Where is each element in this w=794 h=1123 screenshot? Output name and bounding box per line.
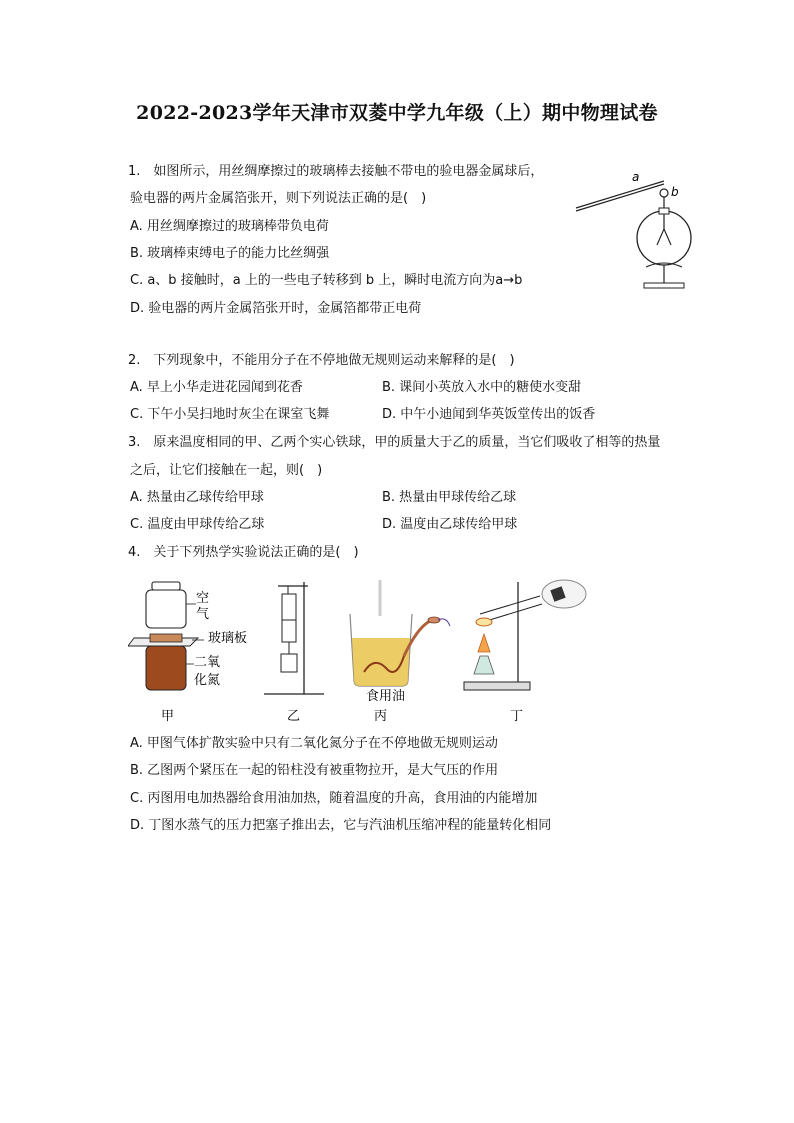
- figure-yi: [264, 582, 324, 724]
- q1-option-c: C. a、b 接触时，a 上的一些电子转移到 b 上，瞬时电流方向为a→b: [130, 273, 523, 288]
- electroscope-figure: [568, 163, 698, 295]
- q2-option-b: B. 课间小英放入水中的糖使水变甜: [382, 380, 582, 395]
- q3-option-a: A. 热量由乙球传给甲球: [130, 490, 264, 505]
- q3-stem-line2: 之后，让它们接触在一起，则( ): [130, 463, 323, 478]
- page-title: 2022-2023学年天津市双菱中学九年级（上）期中物理试卷: [136, 102, 658, 124]
- label-bing: 丙: [374, 709, 388, 724]
- q2-option-d: D. 中午小迪闻到华英饭堂传出的饭香: [382, 407, 596, 422]
- label-a: a: [632, 170, 640, 184]
- label-cooking-oil: 食用油: [366, 689, 406, 704]
- q4-option-a: A. 甲图气体扩散实验中只有二氧化氮分子在不停地做无规则运动: [130, 736, 498, 751]
- label-no2-1: 二氧: [194, 655, 221, 670]
- figure-bing: [350, 580, 450, 724]
- label-jia: 甲: [161, 709, 175, 724]
- q1-stem-line2: 验电器的两片金属箔张开，则下列说法正确的是( ): [130, 191, 427, 206]
- q3-option-d: D. 温度由乙球传给甲球: [382, 517, 518, 532]
- label-air-2: 气: [196, 607, 210, 622]
- q3-stem-line1: 3. 原来温度相同的甲、乙两个实心铁球，甲的质量大于乙的质量，当它们吸收了相等的热量: [128, 435, 661, 450]
- q4-option-d: D. 丁图水蒸气的压力把塞子推出去，它与汽油机压缩冲程的能量转化相同: [130, 818, 552, 833]
- q2-option-a: A. 早上小华走进花园闻到花香: [130, 380, 303, 395]
- q1-stem-line1: 1. 如图所示，用丝绸摩擦过的玻璃棒去接触不带电的验电器金属球后，: [128, 164, 544, 179]
- label-yi: 乙: [287, 709, 301, 724]
- q1-option-a: A. 用丝绸摩擦过的玻璃棒带负电荷: [130, 219, 329, 234]
- q1-option-b: B. 玻璃棒束缚电子的能力比丝绸强: [130, 246, 330, 261]
- q3-option-c: C. 温度由甲球传给乙球: [130, 517, 265, 532]
- label-no2-2: 化氮: [194, 673, 221, 688]
- thermal-experiments-figure: [128, 576, 598, 726]
- metal-ball: [660, 189, 668, 197]
- label-air-1: 空: [196, 591, 210, 606]
- label-b: b: [671, 185, 679, 199]
- q4-stem: 4. 关于下列热学实验说法正确的是( ): [128, 545, 359, 560]
- figure-jia: [128, 582, 247, 724]
- q2-stem: 2. 下列现象中，不能用分子在不停地做无规则运动来解释的是( ): [128, 353, 515, 368]
- q4-option-c: C. 丙图用电加热器给食用油加热，随着温度的升高，食用油的内能增加: [130, 791, 538, 806]
- label-glass-plate: 玻璃板: [208, 631, 248, 646]
- label-ding: 丁: [510, 709, 524, 724]
- q3-option-b: B. 热量由甲球传给乙球: [382, 490, 517, 505]
- q4-option-b: B. 乙图两个紧压在一起的铅柱没有被重物拉开，是大气压的作用: [130, 763, 499, 778]
- q2-option-c: C. 下午小吴扫地时灰尘在课室飞舞: [130, 407, 330, 422]
- q1-option-d: D. 验电器的两片金属箔张开时，金属箔都带正电荷: [130, 301, 422, 316]
- figure-ding: [464, 580, 586, 724]
